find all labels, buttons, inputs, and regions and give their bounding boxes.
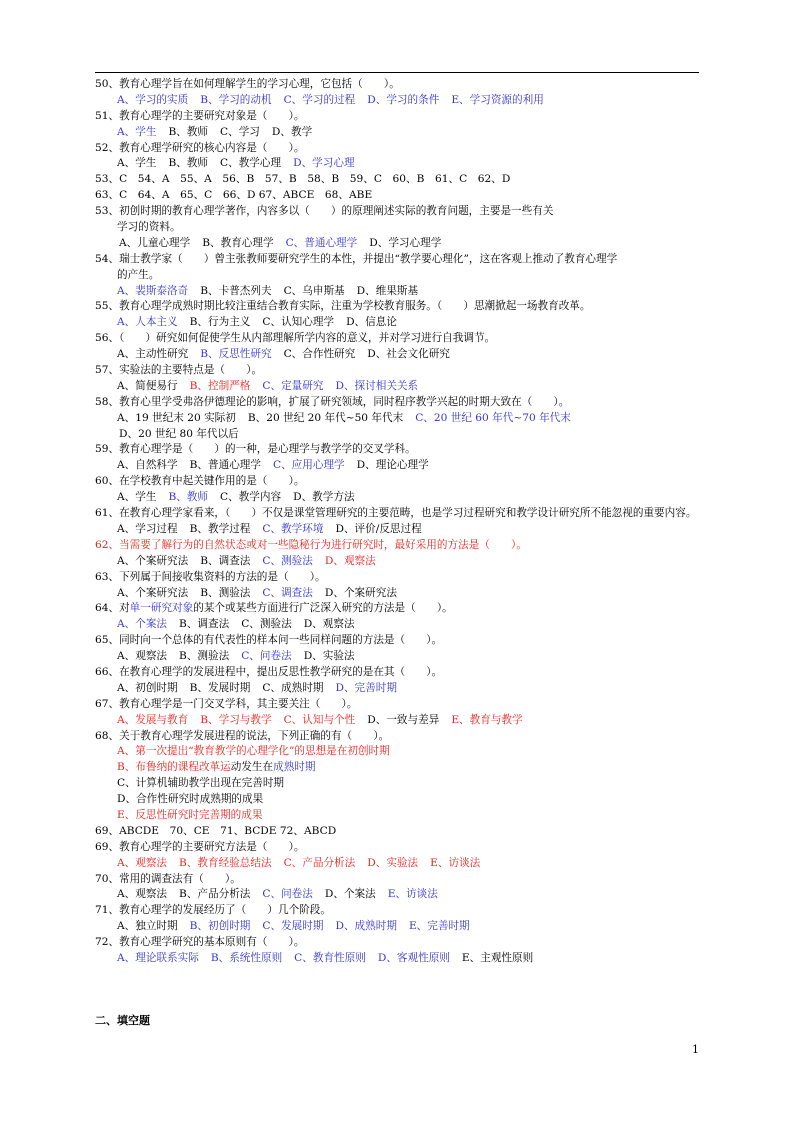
- text-segment: B、20 世纪 20 年代~50 年代末: [247, 411, 404, 424]
- text-segment: A、学生: [117, 157, 157, 170]
- text-segment: D、学习心理学: [369, 236, 442, 249]
- text-line: [95, 760, 701, 776]
- text-segment: 63、C 64、A 65、C 66、D 67、ABCE 68、ABE: [95, 189, 373, 202]
- text-line: [95, 570, 701, 586]
- text-segment: C、计算机辅助教学出现在完善时期: [117, 777, 285, 790]
- text-segment: D、社会文化研究: [367, 348, 450, 361]
- text-segment: E、完善时期: [408, 920, 470, 933]
- text-segment: B、系统性原则: [210, 952, 283, 964]
- text-segment: B、学习的动机: [200, 93, 272, 106]
- text-segment: A、自然科学: [117, 459, 178, 472]
- text-segment: E、教育与教学: [451, 713, 523, 726]
- text-line: [95, 617, 701, 633]
- text-segment: C、学习的过程: [283, 93, 356, 106]
- text-line: [95, 935, 701, 951]
- text-segment: C、教育性原则: [294, 952, 366, 964]
- text-line: [95, 93, 701, 109]
- text-line: [95, 458, 701, 474]
- text-line: [95, 586, 701, 602]
- text-segment: C、教学内容: [220, 491, 282, 504]
- text-segment: 51、教育心理学的主要研究对象是（ ）。: [95, 109, 305, 122]
- text-segment: A、儿童心理学: [119, 236, 191, 249]
- text-segment: A、人本主义: [117, 316, 178, 329]
- text-line: [95, 919, 701, 935]
- text-segment: A、个案法: [117, 618, 168, 631]
- text-segment: A、学习过程: [117, 522, 178, 535]
- text-line: [95, 379, 701, 395]
- text-segment: 54、瑞士教学家（ ）曾主张教师要研究学生的本性，并提出“教学要心理化”，这在客观上推动了教育心理学: [95, 252, 618, 265]
- text-line: [95, 681, 701, 697]
- text-segment: A、初创时期: [117, 681, 178, 694]
- text-line: [95, 824, 701, 840]
- text-segment: D、评价/反思过程: [335, 522, 422, 535]
- text-segment: D、探讨相关关系: [335, 379, 419, 392]
- text-segment: D、20 世纪 80 年代以后: [119, 427, 239, 440]
- page-number: 1: [692, 1043, 699, 1056]
- text-segment: 72、教育心理学研究的基本原则有（ ）。: [95, 936, 305, 949]
- text-segment: C、认知心理学: [262, 316, 335, 329]
- text-segment: 70、常用的调查法有（ ）。: [95, 872, 241, 885]
- text-segment: D、教学: [271, 125, 313, 138]
- text-segment: B、教育心理学: [202, 236, 274, 249]
- text-segment: B、产品分析法: [179, 888, 251, 901]
- text-segment: B、反思性研究: [200, 348, 272, 361]
- text-segment: B、测验法: [200, 586, 251, 599]
- text-segment: C、问卷法: [241, 650, 292, 663]
- text-segment: C、调查法: [262, 586, 313, 599]
- text-line: [95, 109, 701, 125]
- text-segment: A、学生: [117, 491, 157, 504]
- text-segment: A、观察法: [117, 856, 168, 869]
- text-line: [95, 665, 701, 681]
- text-line: [95, 252, 701, 268]
- text-segment: D、完善时期: [335, 681, 397, 694]
- text-segment: 50、教育心理学旨在如何理解学生的学习心理，它包括（ ）。: [95, 78, 400, 90]
- text-line: [95, 776, 701, 792]
- text-segment: D、维果斯基: [356, 284, 419, 297]
- text-segment: 65、同时向一个总体的有代表性的样本问一些同样问题的方法是（ ）。: [95, 634, 443, 647]
- text-segment: 69、教育心理学的主要研究方法是（ ）。: [95, 840, 305, 853]
- text-line: [95, 697, 701, 713]
- text-segment: 67、教育心理学是一门交叉学科，其主要关注（ ）。: [95, 697, 358, 710]
- text-segment: D、个案研究法: [324, 586, 397, 599]
- text-segment: A、理论联系实际: [117, 952, 199, 964]
- text-segment: A、个案研究法: [117, 586, 189, 599]
- text-line: [95, 315, 701, 331]
- text-segment: E、主观性原则: [461, 952, 534, 964]
- text-segment: D、一致与差异: [367, 713, 440, 726]
- text-segment: A、简便易行: [117, 379, 178, 392]
- text-segment: C、应用心理学: [272, 459, 345, 472]
- text-segment: E、学习资源的利用: [451, 93, 544, 106]
- text-segment: 64、对: [95, 602, 130, 615]
- text-line: [95, 411, 701, 427]
- text-segment: 61、在教育心理学家看来，（ ）不仅是课堂管理研究的主要范畴，也是学习过程研究和教学设计研究所不能忽视的重要内容。: [95, 507, 697, 520]
- text-line: [95, 522, 701, 538]
- text-segment: 71、教育心理学的发展经历了（ ）几个阶段。: [95, 904, 331, 917]
- text-line: [95, 554, 701, 570]
- text-segment: B、测验法: [179, 650, 230, 663]
- text-segment: 52、教育心理学研究的核心内容是（ ）。: [95, 141, 305, 154]
- text-segment: 53、C 54、A 55、A 56、B 57、B 58、B 59、C 60、B 61、C 62、D: [95, 173, 511, 186]
- text-line: [95, 427, 701, 443]
- text-line: [95, 331, 701, 347]
- text-line: [95, 172, 701, 188]
- text-segment: B、调查法: [179, 618, 230, 631]
- text-line: [95, 713, 701, 729]
- text-segment: C、20 世纪 60 年代~70 年代末: [415, 411, 571, 424]
- text-segment: C、教学环境: [262, 522, 324, 535]
- text-line: [95, 808, 701, 824]
- text-segment: D、学习的条件: [367, 93, 440, 106]
- text-segment: 60、在学校教育中起关键作用的是（ ）。: [95, 475, 305, 488]
- text-line: [95, 442, 701, 458]
- text-line: [95, 490, 701, 506]
- text-segment: 成熟时期: [273, 761, 316, 774]
- text-line: [95, 220, 701, 236]
- text-line: [95, 395, 701, 411]
- text-segment: 学习的资料。: [117, 221, 181, 234]
- text-segment: 69、ABCDE 70、CE 71、BCDE 72、ABCD: [95, 824, 337, 837]
- text-line: [95, 744, 701, 760]
- text-line: [95, 903, 701, 919]
- text-segment: A、观察法: [117, 888, 168, 901]
- text-line: [95, 951, 701, 967]
- text-segment: A、裴斯泰洛奇: [117, 284, 189, 297]
- text-segment: C、合作性研究: [283, 348, 356, 361]
- text-segment: C、产品分析法: [283, 856, 356, 869]
- text-line: [95, 141, 701, 157]
- text-line: [95, 347, 701, 363]
- text-line: [95, 887, 701, 903]
- text-segment: B、教师: [168, 157, 209, 170]
- text-segment: 单一研究对象: [129, 602, 194, 615]
- text-segment: 59、教育心理学是（ ）的一种，是心理学与教学学的交叉学科。: [95, 443, 416, 456]
- text-segment: 58、教育心里学受弗洛伊德理论的影响，扩展了研究领域，同时程序教学兴起的时期大致在（ ）。: [95, 395, 570, 408]
- text-segment: D、实验法: [303, 650, 355, 663]
- text-segment: C、教学心理: [220, 157, 282, 170]
- text-segment: D、实验法: [367, 856, 419, 869]
- question-list: [95, 77, 701, 967]
- text-line: [95, 856, 701, 872]
- text-segment: A、学习的实质: [117, 93, 189, 106]
- text-segment: 62、当需要了解行为的自然状态或对一些隐秘行为进行研究时，最好采用的方法是（ ）。: [95, 538, 527, 551]
- text-segment: B、教师: [168, 491, 209, 504]
- text-segment: B、行为主义: [189, 316, 251, 329]
- text-segment: E、访谈法: [430, 856, 481, 869]
- text-line: [95, 633, 701, 649]
- text-segment: E、反思性研究时完善期的成果: [117, 808, 263, 821]
- text-line: [95, 299, 701, 315]
- text-segment: C、认知与个性: [283, 713, 356, 726]
- text-line: [95, 236, 701, 252]
- text-segment: D、教学方法: [293, 491, 355, 504]
- text-line: [95, 156, 701, 172]
- text-segment: B、控制严格: [189, 379, 251, 392]
- text-line: [95, 538, 701, 554]
- text-segment: D、个案法: [324, 888, 376, 901]
- text-line: [95, 77, 701, 93]
- text-line: [95, 840, 701, 856]
- text-segment: A、19 世纪末 20 实际初: [117, 411, 236, 424]
- text-line: [95, 474, 701, 490]
- text-segment: B、布鲁纳的课程改革运: [117, 761, 231, 774]
- text-segment: B、教学过程: [189, 522, 251, 535]
- text-segment: A、独立时期: [117, 920, 178, 933]
- text-segment: A、发展与教育: [117, 713, 189, 726]
- text-line: [95, 284, 701, 300]
- text-line: [95, 601, 701, 617]
- text-segment: D、学习心理: [293, 157, 355, 170]
- text-segment: 66、在教育心理学的发展进程中，提出反思性教学研究的是在其（ ）。: [95, 665, 443, 678]
- text-segment: 55、教育心理学成熟时期比较注重结合教育实际，注重为学校教育服务。（ ）思潮掀起一场教育改革。: [95, 300, 591, 313]
- text-segment: 的产生。: [117, 268, 160, 281]
- text-segment: E、访谈法: [387, 888, 438, 901]
- text-segment: B、教师: [168, 125, 209, 138]
- text-segment: B、初创时期: [189, 920, 251, 933]
- text-segment: 57、实验法的主要特点是（ ）。: [95, 364, 263, 377]
- text-segment: C、乌申斯基: [283, 284, 345, 297]
- text-segment: D、合作性研究时成熟期的成果: [117, 793, 264, 806]
- text-line: [95, 729, 701, 745]
- text-segment: B、学习与教学: [200, 713, 272, 726]
- text-segment: C、学习: [220, 125, 260, 138]
- text-segment: 68、关于教育心理学发展进程的说法，下列正确的有（ ）。: [95, 729, 390, 742]
- text-line: [95, 872, 701, 888]
- text-segment: C、成熟时期: [262, 681, 324, 694]
- text-segment: C、测验法: [241, 618, 292, 631]
- section-title: 二、填空题: [95, 1014, 150, 1027]
- text-segment: D、观察法: [303, 618, 355, 631]
- text-segment: C、问卷法: [262, 888, 313, 901]
- text-segment: D、观察法: [324, 554, 376, 567]
- text-segment: C、发展时期: [262, 920, 324, 933]
- text-segment: D、客观性原则: [377, 952, 450, 964]
- text-line: [95, 649, 701, 665]
- text-segment: A、主动性研究: [117, 348, 189, 361]
- text-segment: B、卡普杰列夫: [200, 284, 272, 297]
- text-line: [95, 125, 701, 141]
- text-segment: D、成熟时期: [335, 920, 397, 933]
- text-segment: C、定量研究: [262, 379, 324, 392]
- text-segment: 63、下列属于间接收集资料的方法的是（ ）。: [95, 570, 326, 583]
- text-segment: D、理论心理学: [356, 459, 429, 472]
- text-segment: B、调查法: [200, 554, 251, 567]
- text-segment: A、第一次提出“教育教学的心理学化”的思想是在初创时期: [117, 745, 390, 758]
- text-segment: 动发生在: [230, 761, 274, 774]
- text-segment: 的某个或某些方面进行广泛深入研究的方法是（ ）。: [193, 602, 453, 615]
- text-segment: B、普通心理学: [189, 459, 261, 472]
- text-segment: C、测验法: [262, 554, 313, 567]
- text-segment: A、观察法: [117, 650, 168, 663]
- text-segment: 53、初创时期的教育心理学著作，内容多以（ ）的原理阐述实际的教育问题，主要是一些有关: [95, 205, 554, 218]
- text-segment: B、发展时期: [189, 681, 251, 694]
- text-segment: A、个案研究法: [117, 554, 189, 567]
- text-segment: C、普通心理学: [285, 236, 358, 249]
- text-line: [95, 268, 701, 284]
- text-line: [95, 188, 701, 204]
- text-segment: D、信息论: [346, 316, 397, 329]
- text-line: [95, 506, 701, 522]
- text-line: [95, 204, 701, 220]
- text-line: [95, 792, 701, 808]
- text-segment: A、学生: [117, 125, 157, 138]
- text-segment: 56、（ ）研究如何促使学生从内部理解所学内容的意义，并对学习进行自我调节。: [95, 332, 496, 345]
- header-rule: [95, 72, 699, 73]
- text-line: [95, 363, 701, 379]
- text-segment: B、教育经验总结法: [179, 856, 272, 869]
